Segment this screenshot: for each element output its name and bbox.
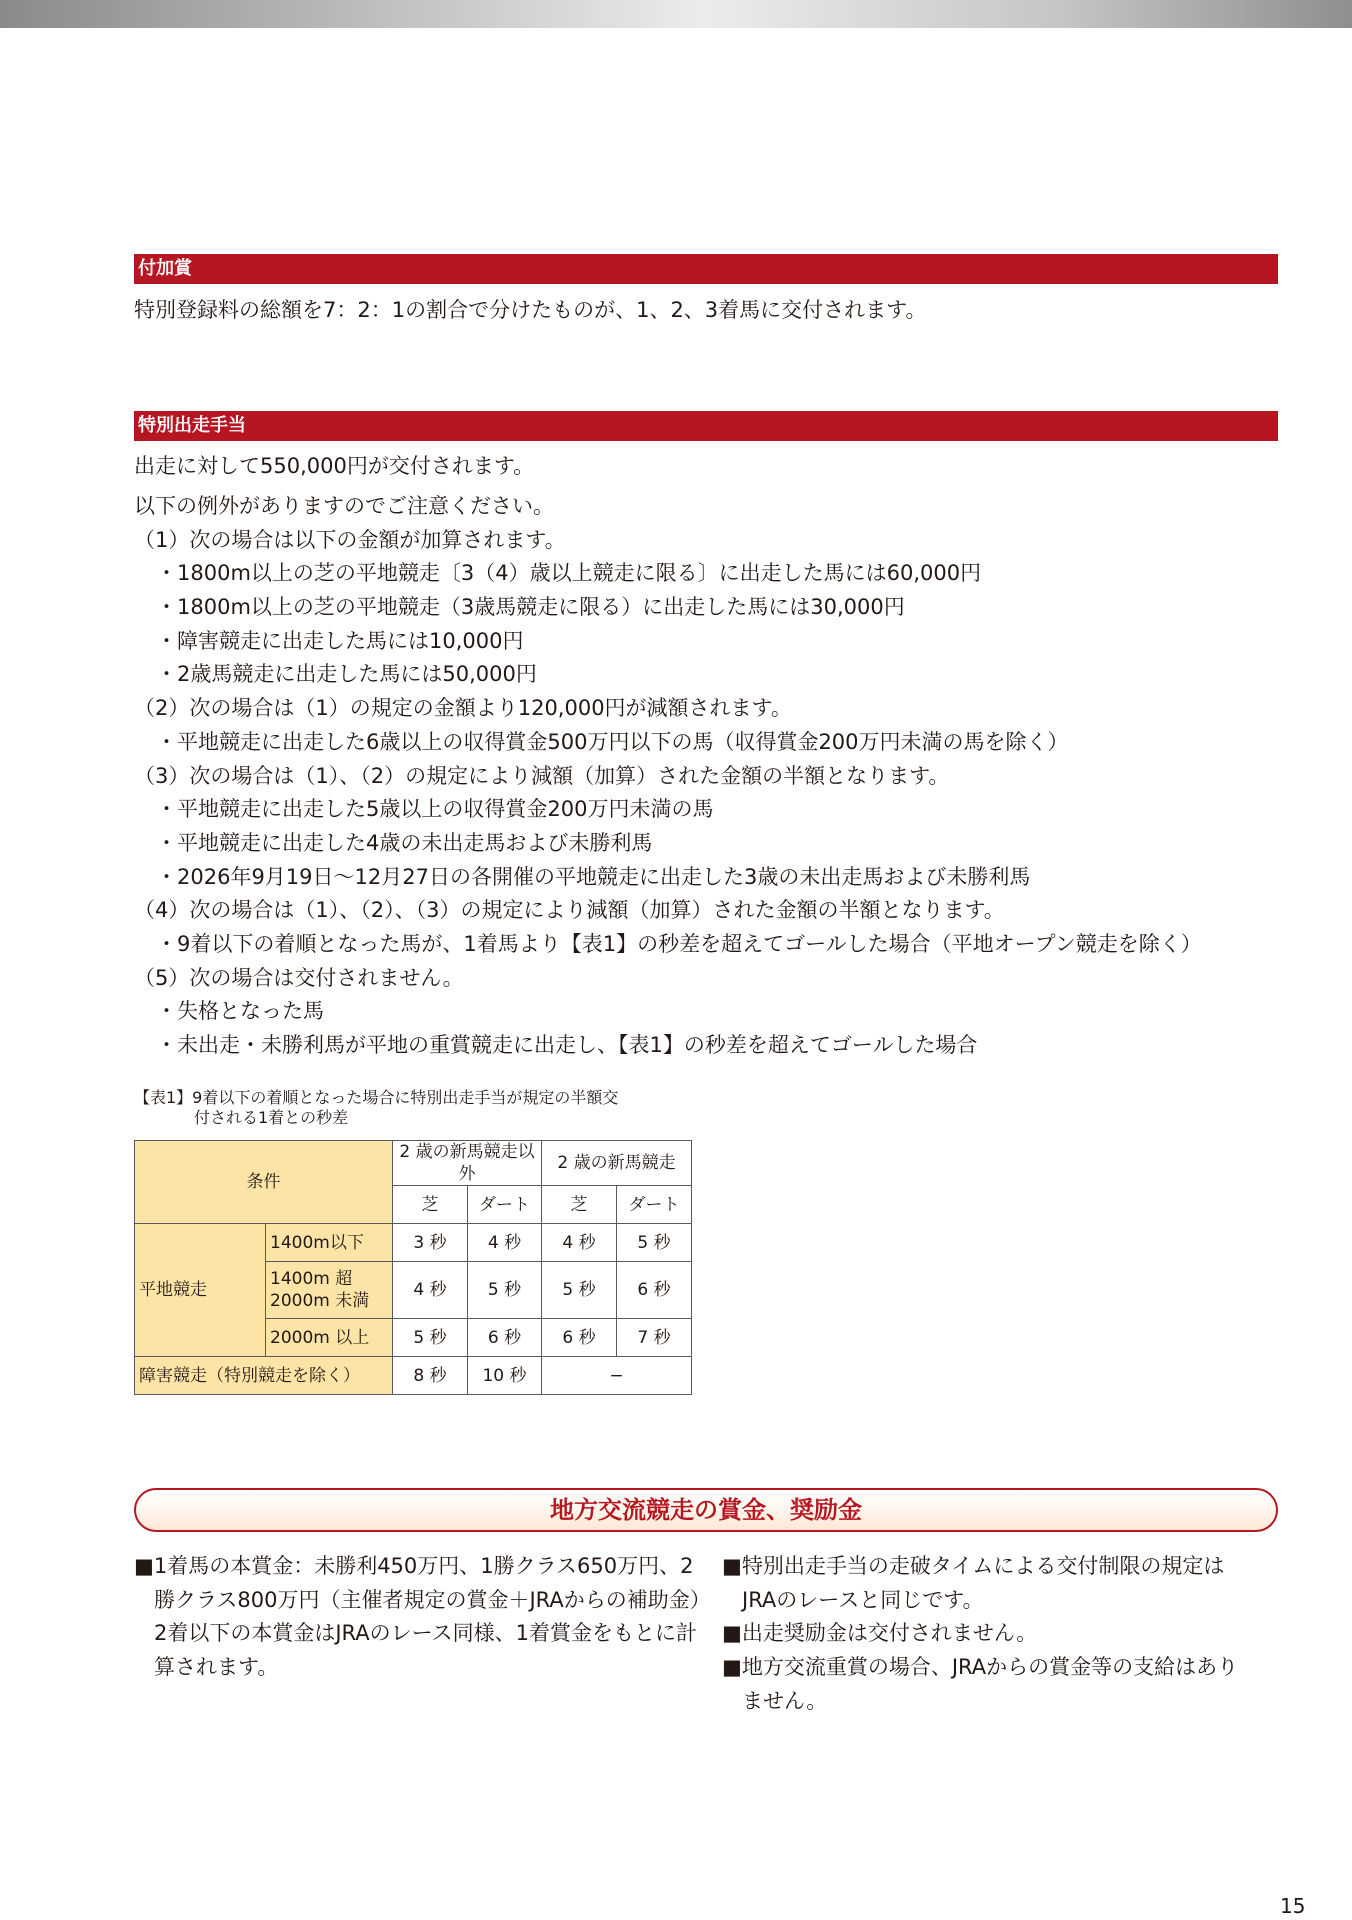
tokubetsu-intro: 出走に対して550,000円が交付されます。: [134, 454, 535, 478]
row-label: 2000m 以上: [266, 1319, 393, 1357]
exception-line: （2）次の場合は（1）の規定の金額より120,000円が減額されます。: [134, 696, 792, 721]
chihou-right-line: ません。: [742, 1688, 828, 1713]
exception-line: ・1800m以上の芝の平地競走（3歳馬競走に限る）に出走した馬には30,000円: [156, 595, 905, 620]
section-header-fukashou: 付加賞: [134, 254, 1278, 284]
cell-value: 3 秒: [393, 1224, 468, 1262]
cell-value: 7 秒: [617, 1319, 692, 1357]
cell-value: 6 秒: [542, 1319, 617, 1357]
row-label-steeplechase: 障害競走（特別競走を除く）: [135, 1357, 393, 1395]
cell-value: 4 秒: [468, 1224, 542, 1262]
exception-line: ・障害競走に出走した馬には10,000円: [156, 628, 524, 653]
row-label: 1400m以下: [266, 1224, 393, 1262]
exception-line: ・失格となった馬: [156, 999, 324, 1024]
cell-value: 8 秒: [393, 1357, 468, 1395]
cell-value: 4 秒: [393, 1262, 468, 1319]
cell-value: 4 秒: [542, 1224, 617, 1262]
exception-line: ・平地競走に出走した6歳以上の収得賞金500万円以下の馬（収得賞金200万円未満の馬を除く）: [156, 729, 1069, 754]
exception-line: ・2歳馬競走に出走した馬には50,000円: [156, 662, 537, 687]
header-turf: 芝: [393, 1186, 468, 1224]
table1-caption-line: 【表1】9着以下の着順となった場合に特別出走手当が規定の半額交: [134, 1088, 619, 1107]
chihou-left-line: 2着以下の本賞金はJRAのレース同様、1着賞金をもとに計: [154, 1621, 697, 1646]
cell-value: 5 秒: [468, 1262, 542, 1319]
exception-line: （1）次の場合は以下の金額が加算されます。: [134, 527, 566, 552]
row-header-flat: 平地競走: [135, 1224, 266, 1357]
chihou-left-line: 勝クラス800万円（主催者規定の賞金＋JRAからの補助金）: [154, 1587, 711, 1612]
chihou-left-line: 算されます。: [154, 1655, 279, 1680]
cell-value: 5 秒: [393, 1319, 468, 1357]
table1-caption: [134, 1088, 618, 1128]
header-group-b: 2 歳の新馬競走: [542, 1141, 692, 1186]
exception-line: ・未出走・未勝利馬が平地の重賞競走に出走し、【表1】の秒差を超えてゴールした場合: [156, 1033, 978, 1057]
chihou-left-column: [134, 1550, 711, 1685]
exception-line: ・2026年9月19日〜12月27日の各開催の平地競走に出走した3歳の未出走馬および未勝利馬: [156, 864, 1031, 889]
header-dirt: ダート: [468, 1186, 542, 1224]
header-dirt: ダート: [617, 1186, 692, 1224]
row-label: 1400m 超 2000m 未満: [266, 1262, 393, 1319]
exception-line: ・平地競走に出走した4歳の未出走馬および未勝利馬: [156, 830, 653, 855]
header-group-a: 2 歳の新馬競走以外: [393, 1141, 542, 1186]
tokubetsu-exceptions: [134, 490, 1202, 1063]
exception-line: （3）次の場合は（1）、（2）の規定により減額（加算）された金額の半額となります。: [134, 763, 950, 788]
chihou-right-line: ■地方交流重賞の場合、JRAからの賞金等の支給はあり: [722, 1655, 1239, 1680]
cell-value: 10 秒: [468, 1357, 542, 1395]
chihou-right-line: JRAのレースと同じです。: [742, 1587, 984, 1612]
cell-value: 5 秒: [617, 1224, 692, 1262]
section-header-tokubetsu: 特別出走手当: [134, 411, 1278, 441]
exception-line: 以下の例外がありますのでご注意ください。: [134, 494, 554, 518]
table1-caption-line: 付される1着との秒差: [194, 1108, 349, 1127]
chihou-right-column: [722, 1550, 1238, 1718]
cell-value: −: [542, 1357, 692, 1395]
exception-line: ・9着以下の着順となった馬が、1着馬より【表1】の秒差を超えてゴールした場合（平地オープン競走を除く）: [156, 931, 1202, 956]
chihou-left-line: ■1着馬の本賞金：未勝利450万円、1勝クラス650万円、2: [134, 1554, 694, 1578]
exception-line: （5）次の場合は交付されません。: [134, 965, 464, 990]
cell-value: 6 秒: [468, 1319, 542, 1357]
exception-line: ・平地競走に出走した5歳以上の収得賞金200万円未満の馬: [156, 797, 714, 822]
cell-value: 6 秒: [617, 1262, 692, 1319]
section-header-chihou: 地方交流競走の賞金、奨励金: [134, 1488, 1278, 1532]
exception-line: （4）次の場合は（1）、（2）、（3）の規定により減額（加算）された金額の半額となります。: [134, 898, 1005, 923]
fukashou-text: 特別登録料の総額を7：2：1の割合で分けたものが、1、2、3着馬に交付されます。: [134, 298, 927, 322]
cell-value: 5 秒: [542, 1262, 617, 1319]
page-number: 15: [1280, 1894, 1306, 1918]
exception-line: ・1800m以上の芝の平地競走〔3（4）歳以上競走に限る〕に出走した馬には60,000円: [156, 561, 982, 586]
chihou-right-line: ■出走奨励金は交付されません。: [722, 1621, 1038, 1646]
chihou-right-line: ■特別出走手当の走破タイムによる交付制限の規定は: [722, 1554, 1225, 1578]
table1-seconds-difference: [134, 1140, 692, 1395]
header-turf: 芝: [542, 1186, 617, 1224]
header-condition: 条件: [135, 1141, 393, 1224]
top-decorative-bar: [0, 0, 1352, 28]
